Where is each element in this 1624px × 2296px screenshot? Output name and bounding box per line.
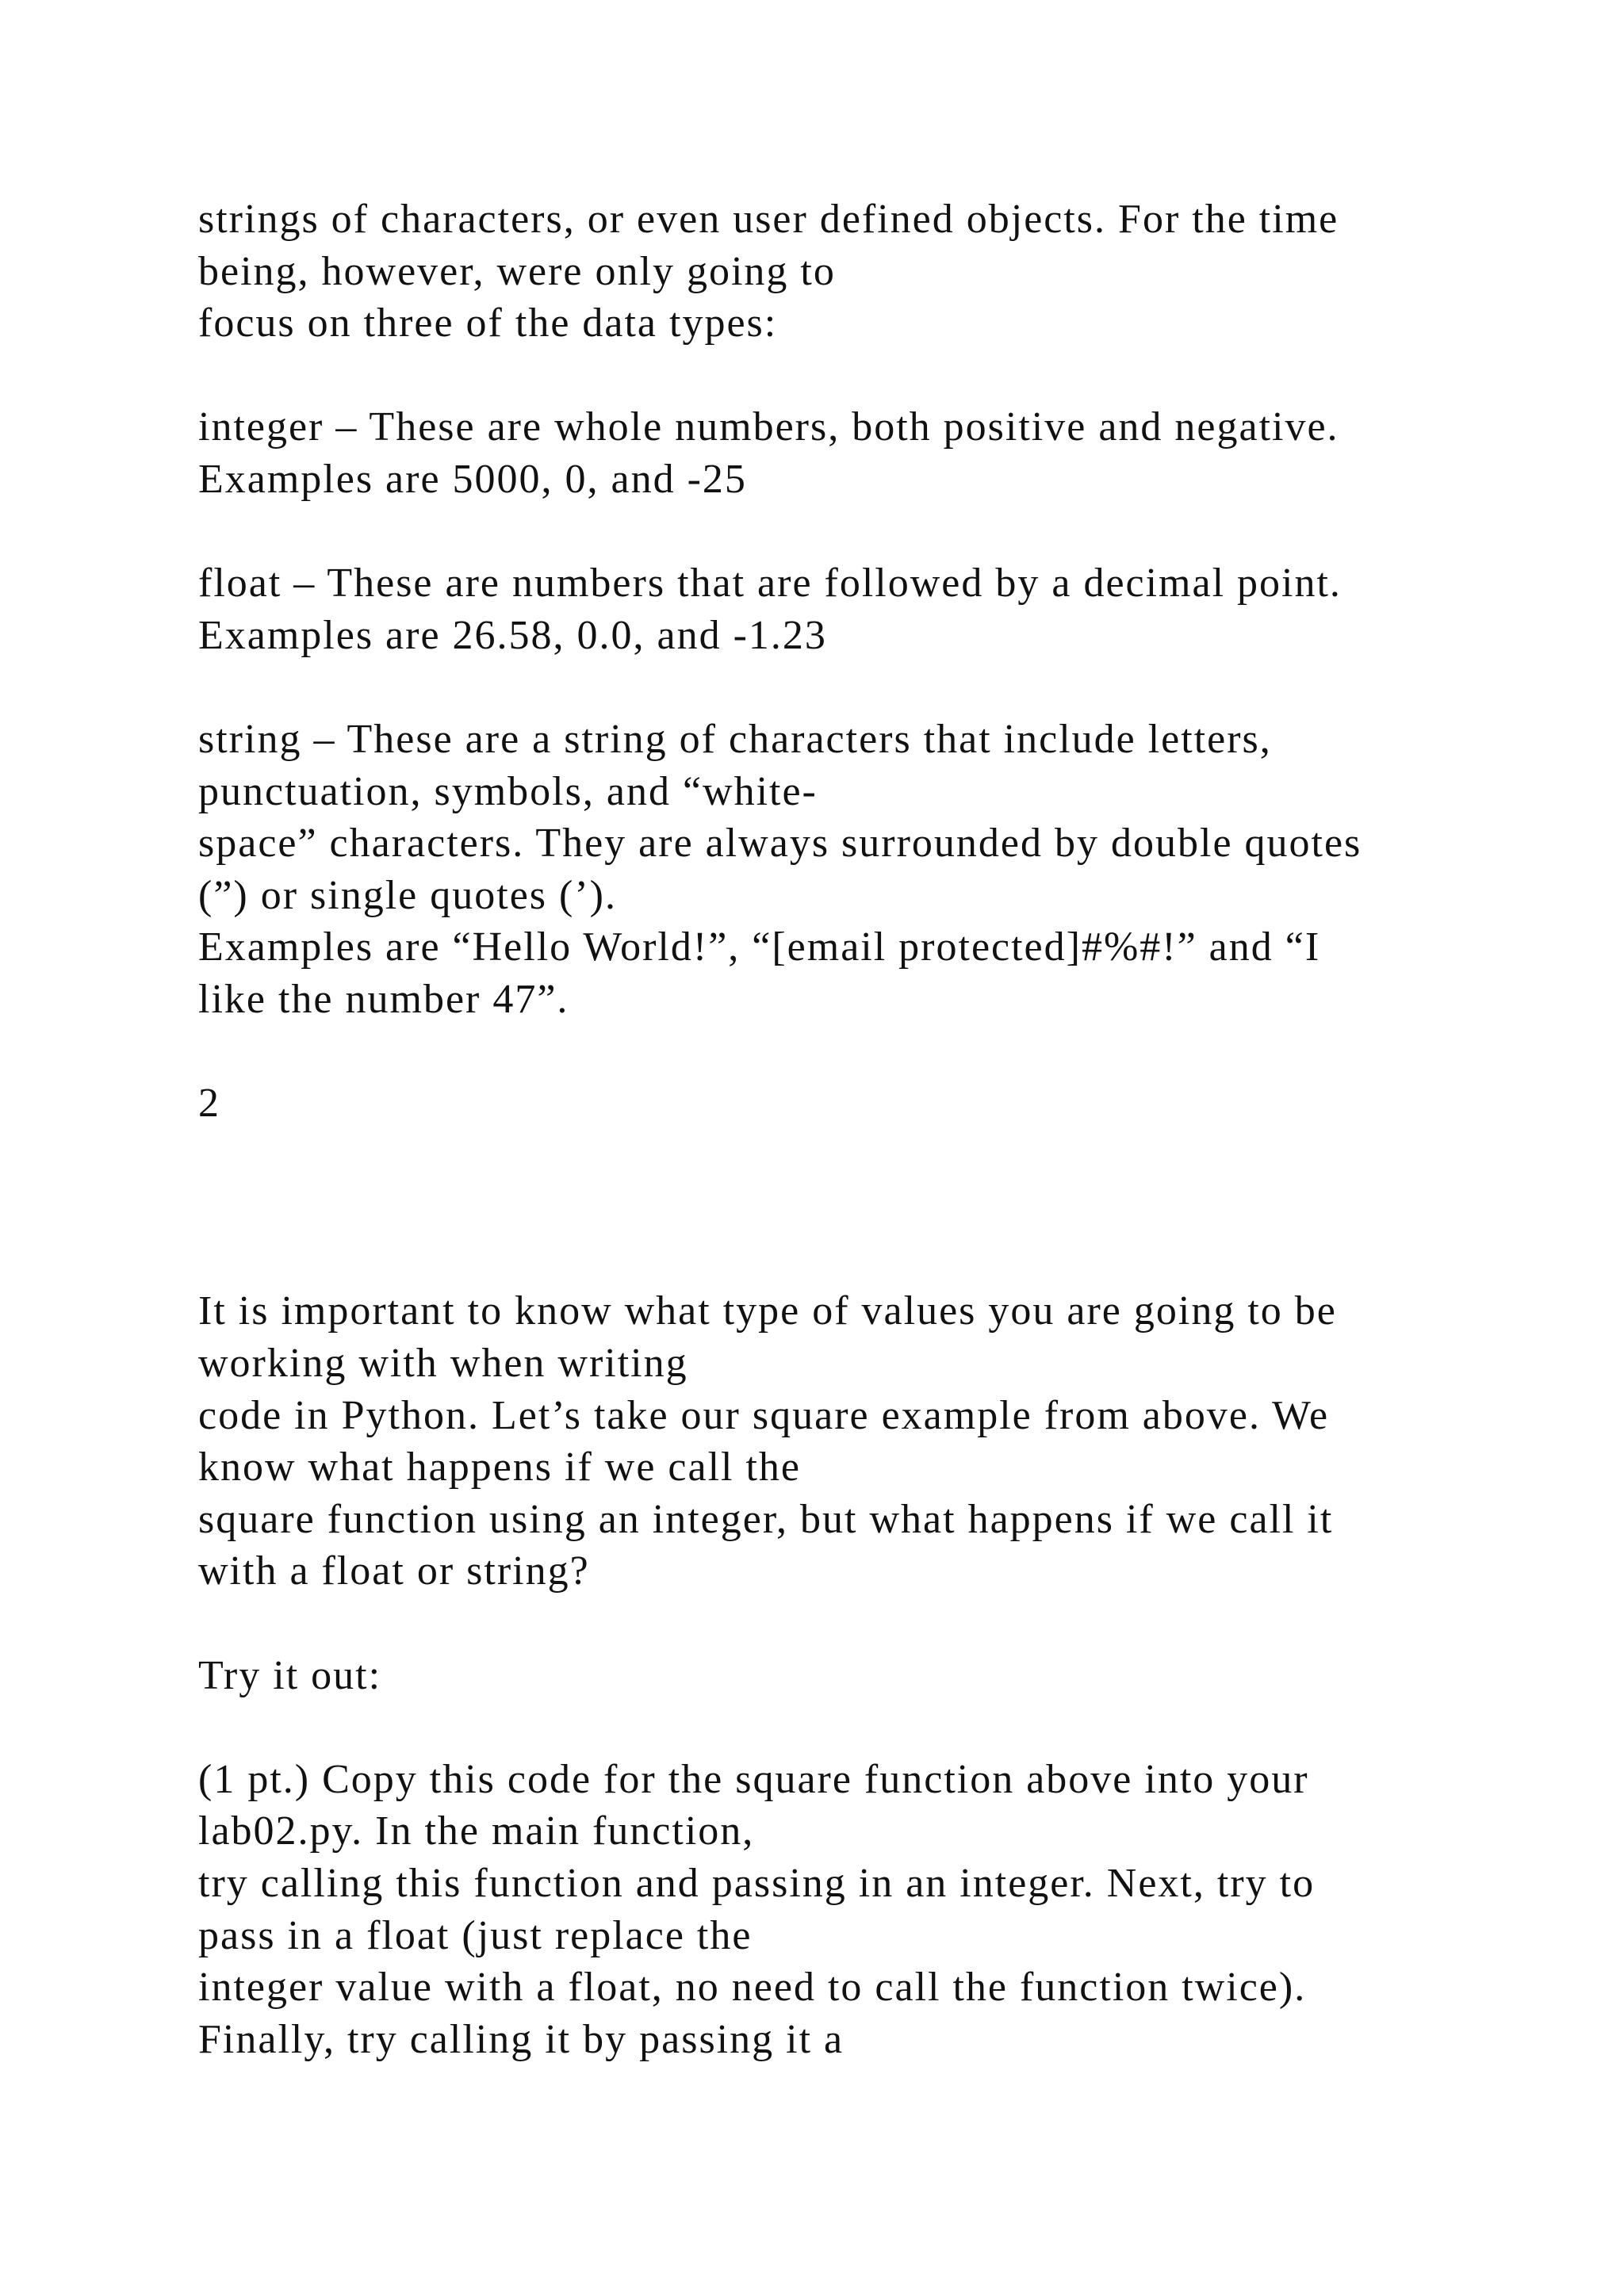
text-line: Finally, try calling it by passing it a (198, 2016, 845, 2062)
text-line: string – These are a string of characters that include letters, (198, 716, 1272, 762)
text-line: Try it out: (198, 1652, 382, 1698)
text-line: try calling this function and passing in an integer. Next, try to (198, 1861, 1316, 1906)
text-line: punctuation, symbols, and “white- (198, 768, 818, 814)
text-line: Examples are “Hello World!”, “[email protected]#%#!” and “I (198, 924, 1321, 970)
text-line: lab02.py. In the main function, (198, 1808, 755, 1854)
text-line: Examples are 5000, 0, and -25 (198, 456, 747, 502)
text-line: focus on three of the data types: (198, 300, 778, 346)
text-line: (”) or single quotes (’). (198, 872, 617, 918)
blank-line (198, 1234, 1546, 1286)
text-line: (1 pt.) Copy this code for the square function above into your (198, 1756, 1309, 1802)
text-line: being, however, were only going to (198, 248, 836, 294)
text-line: Examples are 26.58, 0.0, and -1.23 (198, 612, 827, 658)
blank-line (198, 1598, 1546, 1650)
text-line: square function using an integer, but what happens if we call it (198, 1496, 1334, 1542)
blank-line (198, 1130, 1546, 1182)
text-line: integer – These are whole numbers, both positive and negative. (198, 404, 1339, 450)
text-line: strings of characters, or even user defined objects. For the time (198, 197, 1339, 242)
blank-line (198, 350, 1546, 402)
blank-line (198, 1181, 1546, 1234)
text-line: integer value with a float, no need to call the function twice). (198, 1965, 1307, 2011)
text-line: working with when writing (198, 1341, 688, 1387)
page-number: 2 (198, 1081, 220, 1127)
text-line: float – These are numbers that are followed by a decimal point. (198, 561, 1342, 607)
blank-line (198, 1701, 1546, 1754)
body-text (198, 193, 1546, 2065)
blank-line (198, 506, 1546, 558)
text-line: like the number 47”. (198, 976, 569, 1022)
text-line: know what happens if we call the (198, 1445, 802, 1490)
text-line: code in Python. Let’s take our square example from above. We (198, 1392, 1330, 1438)
text-line: It is important to know what type of values you are going to be (198, 1288, 1337, 1334)
text-line: space” characters. They are always surrounded by double quotes (198, 821, 1362, 867)
text-line: with a float or string? (198, 1548, 590, 1594)
text-line: pass in a float (just replace the (198, 1912, 753, 1958)
blank-line (198, 1026, 1546, 1078)
blank-line (198, 661, 1546, 714)
